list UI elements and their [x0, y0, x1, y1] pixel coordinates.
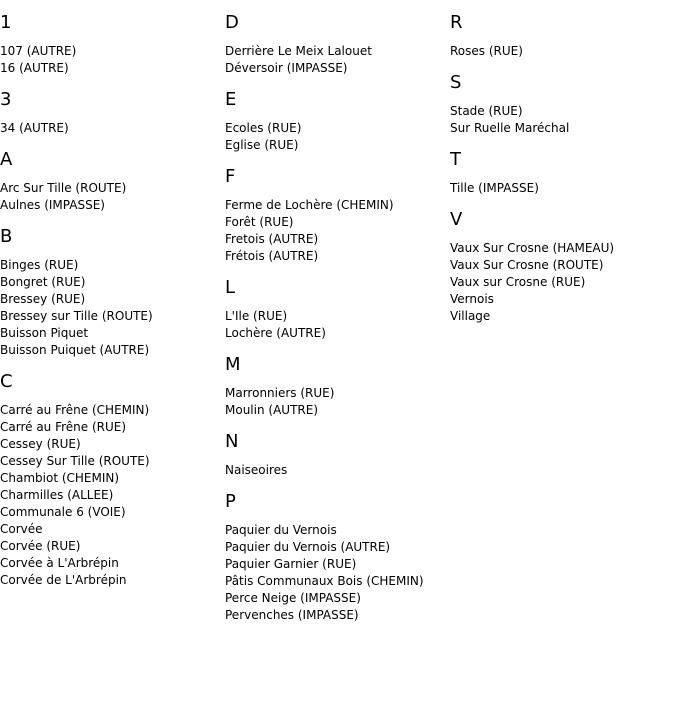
street-link[interactable]: Déversoir (IMPASSE) — [225, 61, 348, 75]
street-link[interactable]: Roses (RUE) — [450, 44, 523, 58]
letter-group — [450, 72, 675, 137]
street-link[interactable]: Vaux Sur Crosne (ROUTE) — [450, 258, 604, 272]
street-link[interactable]: Lochère (AUTRE) — [225, 326, 326, 340]
street-link[interactable]: Cessey Sur Tille (ROUTE) — [0, 454, 150, 468]
street-index-column-3 — [450, 0, 675, 325]
letter-group — [225, 12, 450, 77]
street-link[interactable]: Village — [450, 309, 491, 323]
letter-group — [0, 226, 225, 359]
street-list — [0, 257, 225, 359]
letter-group — [225, 491, 450, 624]
street-link[interactable]: Paquier du Vernois (AUTRE) — [225, 540, 391, 554]
letter-group — [0, 371, 225, 589]
letter-heading: S — [450, 72, 462, 93]
street-link[interactable]: Tille (IMPASSE) — [450, 181, 539, 195]
street-link[interactable]: Pervenches (IMPASSE) — [225, 608, 359, 622]
street-index-column-2 — [225, 0, 450, 624]
street-link[interactable]: Bressey sur Tille (ROUTE) — [0, 309, 153, 323]
street-link[interactable]: Charmilles (ALLEE) — [0, 488, 114, 502]
letter-heading: 3 — [0, 89, 12, 110]
street-link[interactable]: Marronniers (RUE) — [225, 386, 335, 400]
street-link[interactable]: Corvée à L'Arbrépin — [0, 556, 119, 570]
street-list — [450, 103, 675, 137]
letter-heading: M — [225, 354, 241, 375]
letter-group — [225, 166, 450, 265]
street-list — [225, 522, 450, 624]
street-link[interactable]: Sur Ruelle Maréchal — [450, 121, 570, 135]
street-link[interactable]: Chambiot (CHEMIN) — [0, 471, 120, 485]
street-link[interactable]: L'Ile (RUE) — [225, 309, 288, 323]
street-link[interactable]: Fretois (AUTRE) — [225, 232, 319, 246]
street-link[interactable]: Aulnes (IMPASSE) — [0, 198, 105, 212]
letter-group — [450, 149, 675, 197]
street-link[interactable]: Eglise (RUE) — [225, 138, 299, 152]
letter-heading: R — [450, 12, 463, 33]
street-list — [450, 180, 675, 197]
street-link[interactable]: Forêt (RUE) — [225, 215, 294, 229]
letter-heading: V — [450, 209, 463, 230]
letter-group — [225, 277, 450, 342]
letter-heading: B — [0, 226, 13, 247]
street-link[interactable]: Ferme de Lochère (CHEMIN) — [225, 198, 394, 212]
street-list — [0, 402, 225, 589]
letter-group — [0, 12, 225, 77]
street-list — [225, 308, 450, 342]
street-link[interactable]: 107 (AUTRE) — [0, 44, 77, 58]
street-link[interactable]: Cessey (RUE) — [0, 437, 81, 451]
street-link[interactable]: Corvée de L'Arbrépin — [0, 573, 127, 587]
letter-group — [225, 89, 450, 154]
letter-heading: F — [225, 166, 236, 187]
street-link[interactable]: 16 (AUTRE) — [0, 61, 69, 75]
street-link[interactable]: Derrière Le Meix Lalouet — [225, 44, 372, 58]
street-link[interactable]: Ecoles (RUE) — [225, 121, 302, 135]
letter-heading: C — [0, 371, 13, 392]
street-link[interactable]: Pâtis Communaux Bois (CHEMIN) — [225, 574, 424, 588]
street-link[interactable]: Binges (RUE) — [0, 258, 79, 272]
street-link[interactable]: Paquier Garnier (RUE) — [225, 557, 357, 571]
street-list — [0, 180, 225, 214]
letter-group — [450, 209, 675, 325]
street-list — [0, 43, 225, 77]
street-list — [225, 43, 450, 77]
letter-heading: T — [450, 149, 461, 170]
street-link[interactable]: Buisson Puiquet (AUTRE) — [0, 343, 150, 357]
street-list — [225, 120, 450, 154]
street-link[interactable]: Vernois — [450, 292, 494, 306]
street-link[interactable]: Bongret (RUE) — [0, 275, 86, 289]
street-list — [450, 43, 675, 60]
street-link[interactable]: Communale 6 (VOIE) — [0, 505, 126, 519]
letter-heading: N — [225, 431, 239, 452]
street-link[interactable]: Bressey (RUE) — [0, 292, 86, 306]
letter-group — [0, 89, 225, 137]
letter-heading: A — [0, 149, 13, 170]
letter-group — [225, 354, 450, 419]
letter-heading: L — [225, 277, 236, 298]
letter-group — [0, 149, 225, 214]
street-link[interactable]: Vaux sur Crosne (RUE) — [450, 275, 586, 289]
street-list — [225, 385, 450, 419]
street-link[interactable]: Naiseoires — [225, 463, 288, 477]
street-list — [450, 240, 675, 325]
street-list — [225, 462, 450, 479]
street-index-column-1 — [0, 0, 225, 589]
street-link[interactable]: Stade (RUE) — [450, 104, 523, 118]
street-link[interactable]: Corvée — [0, 522, 43, 536]
street-link[interactable]: Paquier du Vernois — [225, 523, 337, 537]
street-link[interactable]: Moulin (AUTRE) — [225, 403, 318, 417]
street-list — [225, 197, 450, 265]
letter-heading: D — [225, 12, 239, 33]
street-link[interactable]: Buisson Piquet — [0, 326, 89, 340]
letter-heading: E — [225, 89, 237, 110]
street-list — [0, 120, 225, 137]
street-link[interactable]: Carré au Frêne (CHEMIN) — [0, 403, 150, 417]
street-link[interactable]: Arc Sur Tille (ROUTE) — [0, 181, 127, 195]
street-link[interactable]: 34 (AUTRE) — [0, 121, 69, 135]
street-link[interactable]: Corvée (RUE) — [0, 539, 81, 553]
letter-group — [225, 431, 450, 479]
letter-group — [450, 12, 675, 60]
street-link[interactable]: Frétois (AUTRE) — [225, 249, 319, 263]
letter-heading: P — [225, 491, 236, 512]
letter-heading: 1 — [0, 12, 12, 33]
street-link[interactable]: Carré au Frêne (RUE) — [0, 420, 127, 434]
street-link[interactable]: Perce Neige (IMPASSE) — [225, 591, 361, 605]
street-link[interactable]: Vaux Sur Crosne (HAMEAU) — [450, 241, 615, 255]
